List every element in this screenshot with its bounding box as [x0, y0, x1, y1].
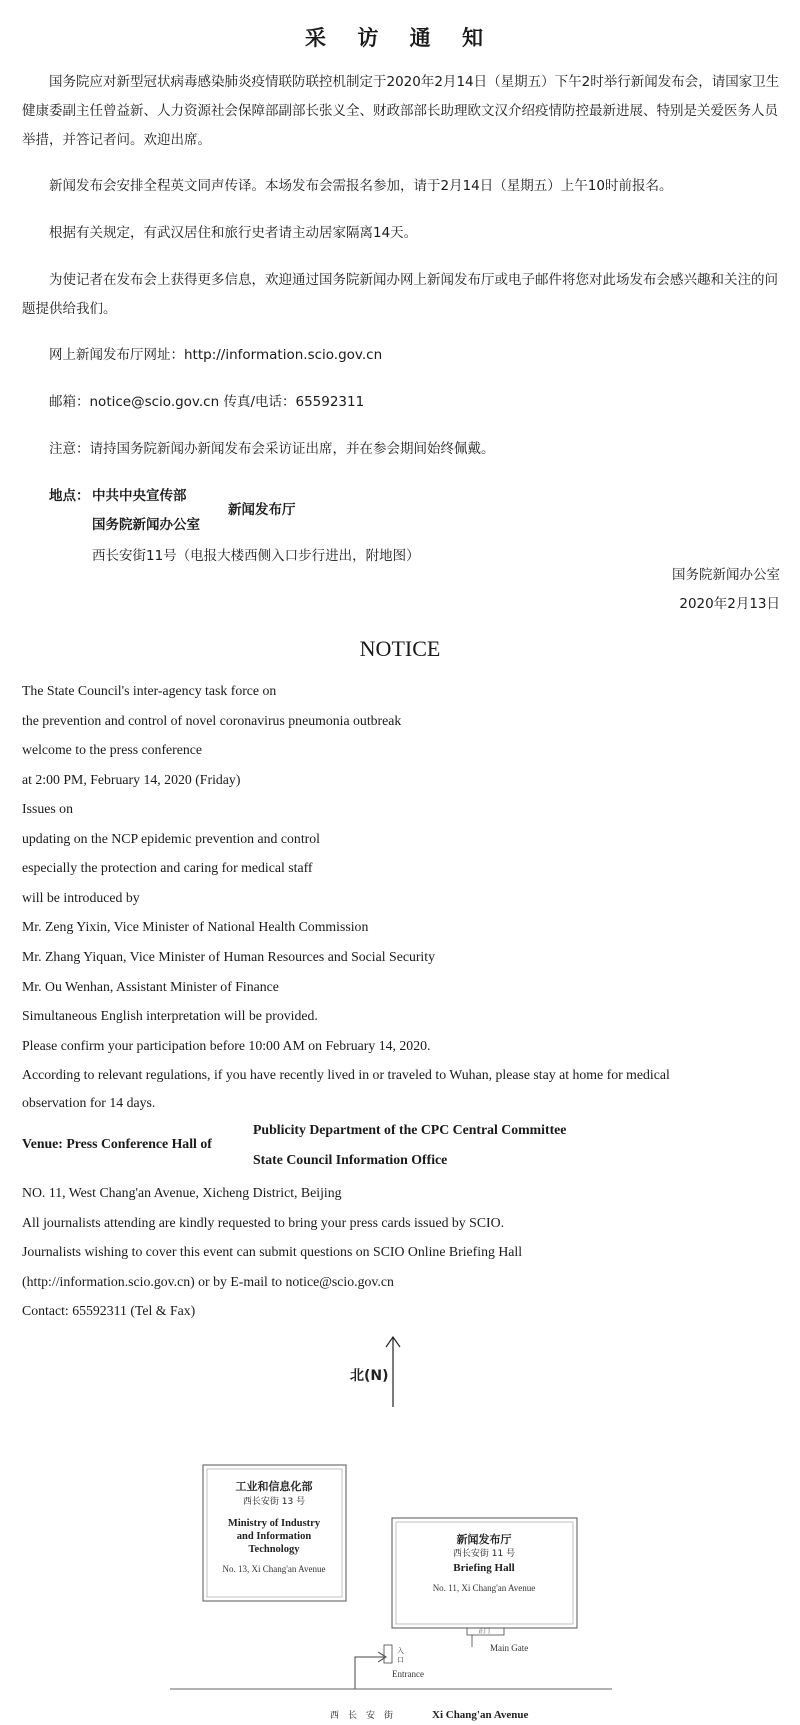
en-line: the prevention and control of novel coronavirus pneumonia outbreak	[22, 713, 402, 728]
hall-name-en: Briefing Hall	[453, 1562, 515, 1574]
venue-org2-zh: 国务院新闻办公室	[92, 517, 200, 533]
en-line: The State Council's inter-agency task force on	[22, 683, 277, 698]
en-line: welcome to the press conference	[22, 742, 203, 757]
venue-hall-zh: 新闻发布厅	[228, 502, 296, 518]
hall-address-zh: 西长安街 11 号	[452, 1549, 516, 1559]
entrance-label-zh-1: 入	[397, 1647, 404, 1655]
en-line: will be introduced by	[22, 890, 140, 905]
en-line: especially the protection and caring for medical staff	[22, 860, 313, 875]
entrance-label-en: Entrance	[392, 1669, 424, 1679]
en-line: Mr. Ou Wenhan, Assistant Minister of Finance	[22, 979, 279, 994]
venue-label-en: Venue: Press Conference Hall of	[22, 1136, 212, 1151]
en-line: at 2:00 PM, February 14, 2020 (Friday)	[22, 772, 241, 787]
miit-name-en-2: and Information	[236, 1531, 312, 1542]
location-map	[0, 1335, 800, 1721]
street-name-en: Xi Chang'an Avenue	[432, 1709, 529, 1721]
en-press-card-line: All journalists attending are kindly requested to bring your press cards issued by SCIO.	[22, 1215, 505, 1230]
date-zh: 2020年2月13日	[679, 596, 780, 612]
notice-title-zh: 采 访 通 知	[305, 26, 495, 50]
contact-line-zh: 邮箱：notice@scio.gov.cn 传真/电话：65592311	[49, 394, 365, 410]
en-line: observation for 14 days.	[22, 1095, 156, 1110]
hall-address-en: No. 11, Xi Chang'an Avenue	[432, 1583, 536, 1593]
entrance-path	[355, 1645, 392, 1689]
entrance-label-zh-2: 口	[397, 1656, 404, 1664]
notice-title-en: NOTICE	[359, 636, 441, 661]
street-name-zh: 西 长 安 街	[330, 1711, 394, 1721]
paragraph-questions-zh: 为使记者在发布会上获得更多信息，欢迎通过国务院新闻办网上新闻发布厅或电子邮件将您对此场发布会感兴趣和关注的问题提供给我们。	[22, 272, 778, 317]
miit-name-en-3: Technology	[248, 1544, 300, 1555]
en-address-line: NO. 11, West Chang'an Avenue, Xicheng District, Beijing	[22, 1185, 342, 1200]
miit-address-en: No. 13, Xi Chang'an Avenue	[222, 1564, 326, 1574]
paragraph-intro-zh: 国务院应对新型冠状病毒感染肺炎疫情联防联控机制定于2020年2月14日（星期五）下午2时举行新闻发布会，请国家卫生健康委副主任曾益新、人力资源社会保障部副部长张义全、财政部部长助理欧文汉介绍疫情防控最新进展、特别是关爱医务人员举措，并答记者问。欢迎出席。	[22, 74, 780, 148]
en-line: Mr. Zeng Yixin, Vice Minister of National Health Commission	[22, 919, 369, 934]
en-line: Mr. Zhang Yiquan, Vice Minister of Human Resources and Social Security	[22, 949, 435, 964]
en-line: Simultaneous English interpretation will be provided.	[22, 1008, 318, 1023]
venue-org2-en: State Council Information Office	[253, 1152, 448, 1167]
paragraph-quarantine-zh: 根据有关规定，有武汉居住和旅行史者请主动居家隔离14天。	[49, 225, 418, 241]
miit-name-en-1: Ministry of Industry	[227, 1518, 321, 1529]
miit-address-zh: 西长安街 13 号	[242, 1497, 306, 1507]
venue-label-zh: 地点：	[49, 488, 90, 504]
venue-org1-en: Publicity Department of the CPC Central Committee	[253, 1122, 567, 1137]
paragraph-interpretation-zh: 新闻发布会安排全程英文同声传译。本场发布会需报名参加，请于2月14日（星期五）上午10时前报名。	[49, 178, 673, 194]
north-label: 北(N)	[350, 1368, 389, 1384]
en-line: Issues on	[22, 801, 73, 816]
issuer-zh: 国务院新闻办公室	[672, 567, 780, 583]
note-line-zh: 注意：请持国务院新闻办新闻发布会采访证出席，并在参会期间始终佩戴。	[49, 441, 495, 457]
main-gate-en: Main Gate	[490, 1643, 529, 1653]
main-gate-zh: 正门	[478, 1628, 491, 1635]
en-contact-line: Contact: 65592311 (Tel & Fax)	[22, 1303, 196, 1318]
en-line: According to relevant regulations, if you have recently lived in or traveled to Wuhan, please stay at home for medical	[22, 1067, 670, 1082]
en-questions-line: Journalists wishing to cover this event can submit questions on SCIO Online Briefing Hall	[22, 1244, 523, 1259]
website-line-zh: 网上新闻发布厅网址：http://information.scio.gov.cn	[49, 347, 383, 363]
miit-name-zh: 工业和信息化部	[235, 1480, 313, 1493]
venue-org1-zh: 中共中央宣传部	[92, 488, 187, 504]
hall-name-zh: 新闻发布厅	[456, 1533, 512, 1546]
en-line: Please confirm your participation before 10:00 AM on February 14, 2020.	[22, 1038, 431, 1053]
en-line: updating on the NCP epidemic prevention and control	[22, 831, 320, 846]
en-email-line: (http://information.scio.gov.cn) or by E-mail to notice@scio.gov.cn	[22, 1274, 394, 1289]
address-line-zh: 西长安街11号（电报大楼西侧入口步行进出，附地图）	[92, 548, 420, 564]
